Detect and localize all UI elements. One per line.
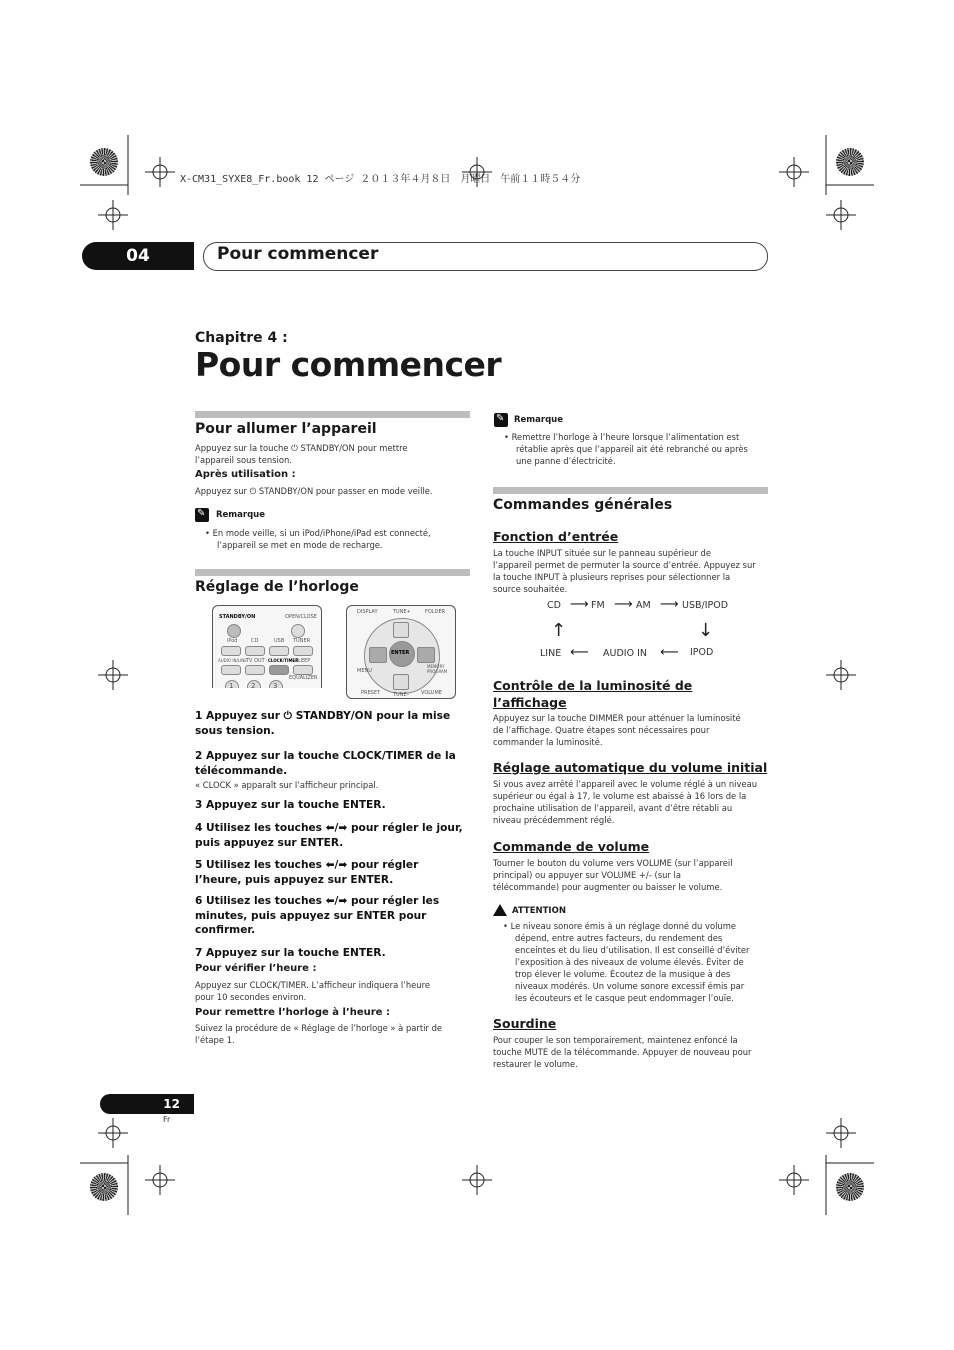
- file-info: X-CM31_SYXE8_Fr.book 12 ページ ２０１３年４月８日 月曜日 午前１１時５４分: [180, 174, 581, 185]
- sourdine-text: Pour couper le son temporairement, maintenez enfoncé la touche MUTE de la télécommande. Appuyer de nouveau pour restaurer le volume.: [493, 1035, 752, 1069]
- flow-usb: USB/IPOD: [682, 600, 729, 611]
- note-icon: [494, 413, 508, 427]
- arrow-right-icon: ⟶: [614, 597, 633, 612]
- arrow-right-icon: ⟶: [660, 597, 679, 612]
- attention-text: • Le niveau sonore émis à un réglage donné du volume dépend, entre autres facteurs, du rendement des enceintes et du lieu d’utilisation. Il est conseillé d’éviter l’exposition à des niveaux de volume élevés. Éviter de trop élever le volume. Écoutez de la musique à des niveaux modérés. Un volume sonore excessif émis par les écouteurs et le casque peut endommager l’ouïe.: [503, 921, 750, 1003]
- arrow-left-icon: ⟵: [570, 645, 589, 660]
- arrow-left-icon: ⟵: [660, 645, 679, 660]
- note-label: Remarque: [514, 415, 563, 425]
- flow-fm: FM: [591, 600, 605, 611]
- remettre-label: Pour remettre l’horloge à l’heure :: [195, 1007, 390, 1018]
- arrow-up-icon: ↑: [551, 620, 567, 641]
- step-6: 6 Utilisez les touches ⬅/➡ pour régler les minutes, puis appuyez sur ENTER pour confirmer.: [195, 895, 440, 936]
- subheading-luminosite: Contrôle de la luminosité de l’affichage: [493, 678, 693, 710]
- left-arrow-icon: [369, 647, 387, 663]
- luminosite-text: Appuyez sur la touche DIMMER pour atténuer la luminosité de l’affichage. Quatre étapes sont nécessaires pour commander la luminosité.: [493, 713, 741, 747]
- header-title: Pour commencer: [217, 244, 379, 264]
- step-2-note: « CLOCK » apparaît sur l’afficheur principal.: [195, 780, 379, 790]
- step-3: 3 Appuyez sur la touche ENTER.: [195, 799, 386, 811]
- step-5: 5 Utilisez les touches ⬅/➡ pour régler l’heure, puis appuyez sur ENTER.: [195, 859, 419, 886]
- section-heading-commandes: Commandes générales: [493, 497, 673, 513]
- warning-icon: [493, 904, 507, 916]
- language-code: Fr: [163, 1115, 171, 1124]
- arrow-right-icon: ⟶: [570, 597, 589, 612]
- attention-label: ATTENTION: [512, 906, 566, 916]
- remote-illustration-main: STANDBY/ON OPEN/CLOSE iPod CD USB TUNER AUDIO IN/LINE TV OUT CLOCK/TIMER SLEEP EQUALIZER 1 2 3: [212, 605, 322, 688]
- subheading-volume-auto: Réglage automatique du volume initial: [493, 760, 768, 775]
- chapter-label: Chapitre 4 :: [195, 330, 288, 346]
- step-1: 1 Appuyez sur ⏻ STANDBY/ON pour la mise sous tension.: [195, 710, 451, 737]
- right-arrow-icon: [417, 647, 435, 663]
- verif-text: Appuyez sur CLOCK/TIMER. L’afficheur indiquera l’heure pour 10 secondes environ.: [195, 980, 431, 1002]
- allumer-text: Appuyez sur la touche ⏻ STANDBY/ON pour mettre l’appareil sous tension.: [195, 443, 408, 465]
- section-heading-allumer: Pour allumer l’appareil: [195, 421, 377, 437]
- section-bar: [493, 487, 768, 494]
- step-4: 4 Utilisez les touches ⬅/➡ pour régler le jour, puis appuyez sur ENTER.: [195, 822, 463, 849]
- note-text: • En mode veille, si un iPod/iPhone/iPad est connecté, l’appareil se met en mode de recharge.: [205, 528, 431, 550]
- verif-label: Pour vérifier l’heure :: [195, 963, 317, 974]
- step-7: 7 Appuyez sur la touche ENTER.: [195, 947, 386, 959]
- flow-cd: CD: [547, 600, 561, 611]
- flow-audio: AUDIO IN: [603, 648, 647, 659]
- remettre-text: Suivez la procédure de « Réglage de l’horloge » à partir de l’étape 1.: [195, 1023, 443, 1045]
- subheading-entree: Fonction d’entrée: [493, 529, 619, 544]
- volume-auto-text: Si vous avez arrêté l’appareil avec le volume réglé à un niveau supérieur ou égal à 17, le volume est abaissé à 16 lors de la prochaine utilisation de l’appareil, avant d’être rétabli au niveau précédemment réglé.: [493, 779, 758, 825]
- flow-am: AM: [636, 600, 651, 611]
- note-label: Remarque: [216, 510, 265, 520]
- section-bar: [195, 411, 470, 418]
- page-number: 12: [100, 1094, 194, 1114]
- chapter-number-chip: 04: [82, 242, 194, 270]
- arrow-down-icon: ↓: [698, 620, 714, 641]
- subheading-commande-volume: Commande de volume: [493, 839, 650, 854]
- note-icon: [195, 508, 209, 522]
- flow-line: LINE: [540, 648, 562, 659]
- section-heading-horloge: Réglage de l’horloge: [195, 579, 359, 595]
- section-bar: [195, 569, 470, 576]
- step-2: 2 Appuyez sur la touche CLOCK/TIMER de la télécommande.: [195, 750, 456, 777]
- apres-text: Appuyez sur ⏻ STANDBY/ON pour passer en mode veille.: [195, 486, 433, 496]
- remote-illustration-navigation: DISPLAY TUNE+ FOLDER ENTER MENU MEMORY PROGRAM PRESET TUNE– VOLUME: [346, 605, 456, 699]
- entree-text: La touche INPUT située sur le panneau supérieur de l’appareil permet de permuter la source d’entrée. Appuyez sur la touche INPUT à plusieurs reprises pour sélectionner la source souhaitée.: [493, 548, 756, 594]
- chapter-title: Pour commencer: [195, 345, 502, 384]
- flow-ipod: IPOD: [690, 647, 714, 658]
- apres-label: Après utilisation :: [195, 469, 296, 480]
- commande-volume-text: Tourner le bouton du volume vers VOLUME (sur l’appareil principal) ou appuyer sur VOLUME +/- (sur la télécommande) pour augmenter ou baisser le volume.: [493, 858, 733, 892]
- note-text: • Remettre l’horloge à l’heure lorsque l’alimentation est rétablie après que l’appareil ait été rebranché ou après une panne d’électricité.: [504, 432, 748, 466]
- subheading-sourdine: Sourdine: [493, 1016, 557, 1031]
